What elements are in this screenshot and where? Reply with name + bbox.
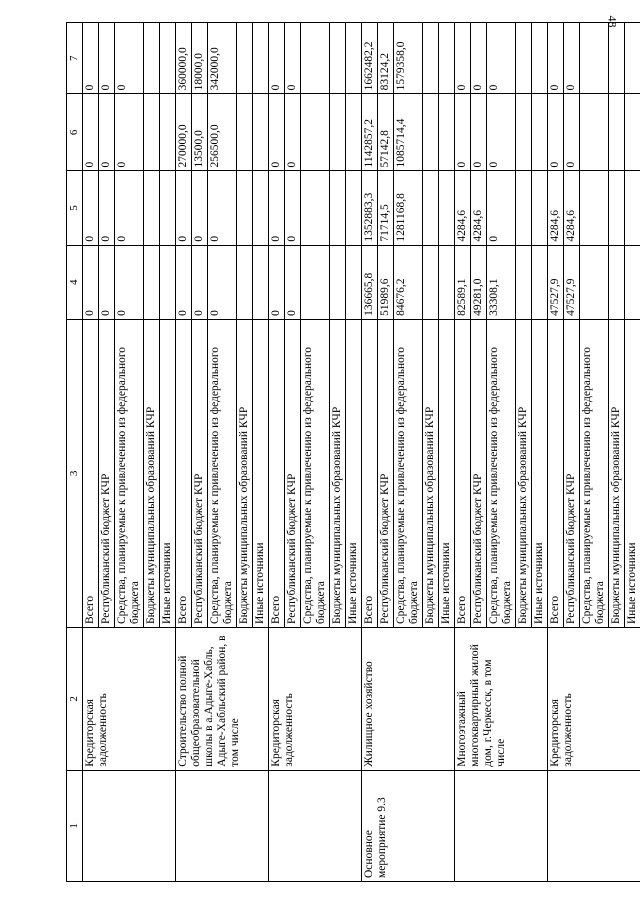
page-number: 48 [605, 15, 620, 28]
value-cell [237, 171, 253, 245]
value-cell [237, 245, 253, 319]
source-cell: Иные источники [439, 319, 455, 627]
source-cell: Иные источники [160, 319, 176, 627]
source-cell: Средства, планируемые к привлечению из федерального бюджета [394, 319, 423, 627]
value-cell: 0 [285, 171, 301, 245]
source-cell: Средства, планируемые к привлечению из федерального бюджета [487, 319, 516, 627]
value-cell [144, 245, 160, 319]
value-cell: 0 [269, 245, 285, 319]
value-cell: 0 [285, 23, 301, 94]
value-cell [301, 171, 330, 245]
value-cell [237, 23, 253, 94]
activity-cell [455, 770, 548, 881]
source-cell: Иные источники [346, 319, 362, 627]
value-cell [346, 245, 362, 319]
value-cell: 49281,0 [471, 245, 487, 319]
value-cell [532, 171, 548, 245]
value-cell: 0 [208, 245, 237, 319]
value-cell: 13500,0 [192, 94, 208, 171]
value-cell: 1085714,4 [394, 94, 423, 171]
value-cell [144, 171, 160, 245]
value-cell [516, 245, 532, 319]
value-cell [423, 245, 439, 319]
source-cell: Республиканский бюджет КЧР [564, 319, 580, 627]
source-cell: Бюджеты муниципальных образований КЧР [609, 319, 625, 627]
value-cell [253, 23, 269, 94]
value-cell: 360000,0 [176, 23, 192, 94]
value-cell: 4284,6 [455, 171, 471, 245]
value-cell [330, 23, 346, 94]
value-cell: 0 [83, 94, 99, 171]
value-cell [625, 23, 640, 94]
source-cell: Всего [176, 319, 192, 627]
value-cell: 1352883,3 [362, 171, 378, 245]
value-cell: 51989,6 [378, 245, 394, 319]
header-cell: 5 [67, 171, 83, 245]
value-cell: 0 [285, 94, 301, 171]
source-cell: Республиканский бюджет КЧР [192, 319, 208, 627]
value-cell [532, 23, 548, 94]
value-cell [516, 94, 532, 171]
value-cell: 0 [455, 23, 471, 94]
value-cell [330, 94, 346, 171]
source-cell: Всего [548, 319, 564, 627]
value-cell: 57142,8 [378, 94, 394, 171]
value-cell: 0 [269, 171, 285, 245]
value-cell: 0 [487, 94, 516, 171]
header-cell: 6 [67, 94, 83, 171]
source-cell: Республиканский бюджет КЧР [285, 319, 301, 627]
value-cell: 1579358,0 [394, 23, 423, 94]
value-cell [516, 171, 532, 245]
value-cell: 0 [208, 171, 237, 245]
activity-cell: Основное мероприятие 9.3 [362, 770, 455, 881]
value-cell: 0 [564, 94, 580, 171]
value-cell [532, 94, 548, 171]
rotated-page [66, 22, 638, 882]
value-cell [346, 94, 362, 171]
value-cell [609, 94, 625, 171]
value-cell [160, 94, 176, 171]
value-cell [301, 245, 330, 319]
value-cell [580, 23, 609, 94]
source-cell: Иные источники [625, 319, 640, 627]
value-cell: 270000,0 [176, 94, 192, 171]
value-cell: 0 [115, 171, 144, 245]
value-cell [609, 245, 625, 319]
source-cell: Средства, планируемые к привлечению из федерального бюджета [208, 319, 237, 627]
source-cell: Республиканский бюджет КЧР [471, 319, 487, 627]
value-cell [301, 23, 330, 94]
value-cell: 83124,2 [378, 23, 394, 94]
source-cell: Средства, планируемые к привлечению из федерального бюджета [301, 319, 330, 627]
table-row [455, 23, 471, 882]
value-cell: 0 [487, 23, 516, 94]
value-cell: 4284,6 [548, 171, 564, 245]
source-cell: Республиканский бюджет КЧР [99, 319, 115, 627]
value-cell [580, 245, 609, 319]
source-cell: Бюджеты муниципальных образований КЧР [144, 319, 160, 627]
value-cell: 1281168,8 [394, 171, 423, 245]
value-cell: 33308,1 [487, 245, 516, 319]
value-cell [423, 171, 439, 245]
value-cell: 0 [192, 171, 208, 245]
header-cell: 4 [67, 245, 83, 319]
value-cell: 0 [548, 94, 564, 171]
source-cell: Бюджеты муниципальных образований КЧР [330, 319, 346, 627]
value-cell: 1142857,2 [362, 94, 378, 171]
value-cell: 84676,2 [394, 245, 423, 319]
source-cell: Иные источники [532, 319, 548, 627]
value-cell [330, 245, 346, 319]
value-cell: 0 [83, 171, 99, 245]
value-cell [346, 171, 362, 245]
value-cell: 342000,0 [208, 23, 237, 94]
value-cell: 4284,6 [564, 171, 580, 245]
table-row [548, 23, 564, 882]
header-cell: 7 [67, 23, 83, 94]
value-cell: 0 [115, 245, 144, 319]
value-cell: 0 [115, 94, 144, 171]
value-cell [609, 171, 625, 245]
value-cell [625, 245, 640, 319]
budget-table [66, 22, 640, 882]
value-cell [580, 171, 609, 245]
value-cell: 0 [471, 94, 487, 171]
value-cell [532, 245, 548, 319]
value-cell: 0 [192, 245, 208, 319]
value-cell [330, 171, 346, 245]
activity-cell [83, 770, 176, 881]
value-cell: 0 [176, 245, 192, 319]
value-cell [423, 94, 439, 171]
item-name-cell: Жилищное хозяйство [362, 628, 455, 771]
source-cell: Всего [269, 319, 285, 627]
table-row [83, 23, 99, 882]
item-name-cell: Кредиторская задолженность [83, 628, 176, 771]
value-cell: 0 [115, 23, 144, 94]
value-cell [144, 23, 160, 94]
value-cell [144, 94, 160, 171]
item-name-cell: Многоэтажный многоквартирный жилой дом, г.Черкесск, в том числе [455, 628, 548, 771]
value-cell: 47527,9 [548, 245, 564, 319]
table-row [176, 23, 192, 882]
value-cell [423, 23, 439, 94]
value-cell: 4284,6 [471, 171, 487, 245]
value-cell: 256500,0 [208, 94, 237, 171]
item-name-cell: Кредиторская задолженность [548, 628, 640, 771]
source-cell: Средства, планируемые к привлечению из федерального бюджета [115, 319, 144, 627]
value-cell: 0 [269, 94, 285, 171]
value-cell [439, 171, 455, 245]
value-cell [160, 245, 176, 319]
value-cell [160, 23, 176, 94]
value-cell: 0 [99, 245, 115, 319]
source-cell: Средства, планируемые к привлечению из федерального бюджета [580, 319, 609, 627]
value-cell: 1662482,2 [362, 23, 378, 94]
value-cell [439, 245, 455, 319]
value-cell: 0 [269, 23, 285, 94]
value-cell [346, 23, 362, 94]
header-cell: 3 [67, 319, 83, 627]
value-cell: 0 [455, 94, 471, 171]
value-cell [516, 23, 532, 94]
header-cell: 1 [67, 770, 83, 881]
header-cell: 2 [67, 628, 83, 771]
value-cell [609, 23, 625, 94]
source-cell: Бюджеты муниципальных образований КЧР [237, 319, 253, 627]
value-cell: 0 [176, 171, 192, 245]
value-cell: 0 [99, 94, 115, 171]
source-cell: Иные источники [253, 319, 269, 627]
source-cell: Бюджеты муниципальных образований КЧР [516, 319, 532, 627]
value-cell [253, 171, 269, 245]
value-cell [580, 94, 609, 171]
value-cell: 136665,8 [362, 245, 378, 319]
activity-cell [269, 770, 362, 881]
value-cell: 0 [99, 171, 115, 245]
value-cell [160, 171, 176, 245]
source-cell: Бюджеты муниципальных образований КЧР [423, 319, 439, 627]
value-cell [301, 94, 330, 171]
value-cell: 47527,9 [564, 245, 580, 319]
value-cell: 0 [471, 23, 487, 94]
source-cell: Всего [455, 319, 471, 627]
source-cell: Республиканский бюджет КЧР [378, 319, 394, 627]
value-cell: 0 [285, 245, 301, 319]
value-cell [439, 94, 455, 171]
value-cell [625, 94, 640, 171]
source-cell: Всего [83, 319, 99, 627]
value-cell: 71714,5 [378, 171, 394, 245]
value-cell: 0 [83, 23, 99, 94]
item-name-cell: Строительство полной общеобразовательной школы в а.Адыге-Хабль, Адыге-Хабльский район, в том числе [176, 628, 269, 771]
activity-cell [548, 770, 640, 881]
value-cell: 0 [99, 23, 115, 94]
value-cell: 82589,1 [455, 245, 471, 319]
value-cell [253, 245, 269, 319]
value-cell [625, 171, 640, 245]
table-row [362, 23, 378, 882]
source-cell: Всего [362, 319, 378, 627]
value-cell: 0 [548, 23, 564, 94]
value-cell [253, 94, 269, 171]
header-row [67, 23, 83, 882]
value-cell: 18000,0 [192, 23, 208, 94]
activity-cell [176, 770, 269, 881]
value-cell: 0 [564, 23, 580, 94]
value-cell [237, 94, 253, 171]
value-cell: 0 [83, 245, 99, 319]
item-name-cell: Кредиторская задолженность [269, 628, 362, 771]
table-row [269, 23, 285, 882]
value-cell [439, 23, 455, 94]
value-cell: 0 [487, 171, 516, 245]
